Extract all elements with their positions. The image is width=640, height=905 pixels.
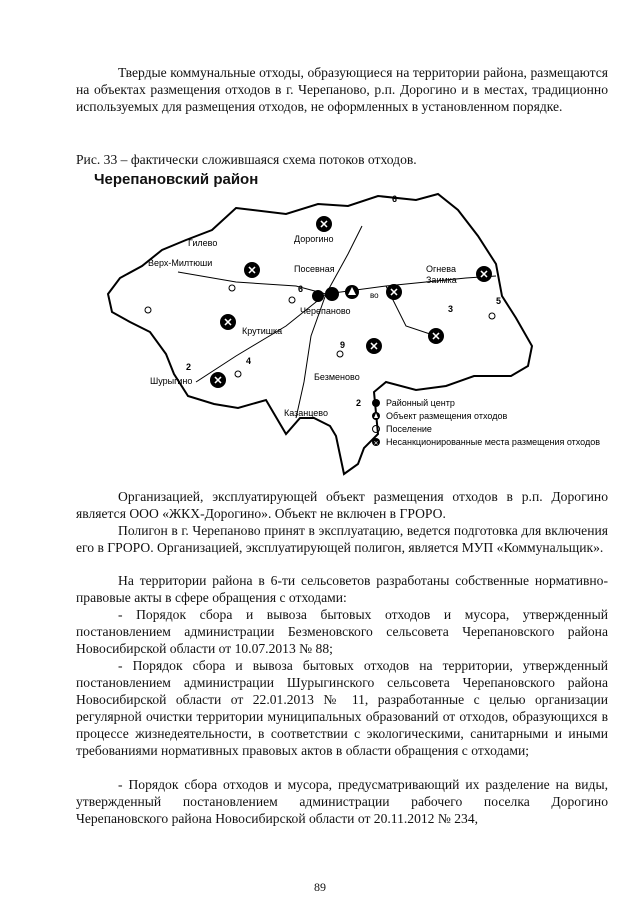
area-number: 2 (186, 362, 192, 372)
place-label-kazantsevo: Казанцево (284, 408, 328, 418)
settlement-icon (145, 307, 151, 313)
area-number: 5 (496, 296, 502, 306)
svg-text:✕: ✕ (369, 341, 379, 353)
area-number: 6 (298, 284, 304, 294)
figure-caption: Рис. 33 – фактически сложившаяся схема потоков отходов. (76, 152, 417, 167)
landfill-paragraph: Полигон в г. Черепаново принят в эксплуатацию, ведется подготовка для включения его в ГРОРО. Организацией, эксплуатирующей полигон, является МУП «Коммунальщик». (76, 523, 608, 555)
place-label-bezmenovo: Безменово (314, 372, 360, 382)
place-label-ogneva: Огнева (426, 264, 456, 274)
act-bezmenovo-paragraph: - Порядок сбора и вывоза бытовых отходов и мусора, утвержденный постановлением администрации Безменовского сельсовета Черепановского района Новосибирской области от 10.07.2013 № 88; (76, 607, 608, 656)
svg-text:✕: ✕ (223, 317, 233, 329)
svg-text:✕: ✕ (213, 375, 223, 387)
svg-text:✕: ✕ (247, 265, 257, 277)
act-shurygino-paragraph: - Порядок сбора и вывоза бытовых отходов на территории, утвержденный постановлением администрации Шурыгинского сельсовета Черепановского района Новосибирской области от 22.01.2013 № 11, разработанные с целью организации регулярной очистки территории муниципальных образований от отходов, образующихся в процессе жизнедеятельности, в соответствии с экологическими, санитарными и иными требованиями нормативных правовых актов в области обращения с отходами; (76, 658, 608, 758)
dump-site-icon (476, 266, 492, 282)
place-label-shurygino: Шурыгино (150, 376, 193, 386)
place-label-gilevo: Гилево (188, 238, 218, 248)
area-number: 4 (246, 356, 252, 366)
dump-site-icon (366, 338, 382, 354)
legend-district-center-icon (372, 399, 380, 407)
dump-site-icon (386, 284, 402, 300)
legend-district-center: Районный центр (386, 398, 455, 408)
area-number: 3 (448, 304, 454, 314)
settlement-icon (489, 313, 495, 319)
act-dorogino-paragraph: - Порядок сбора отходов и мусора, предусматривающий их разделение на виды, утвержденный постановлением администрации рабочего поселка Дорогино Черепановского района Новосибирской области от 20.11.2012 № 234, (76, 777, 608, 826)
area-number: 9 (340, 340, 346, 350)
area-number: 2 (356, 398, 362, 408)
dump-site-icon (428, 328, 444, 344)
district-map (86, 186, 601, 476)
district-center-icon (325, 287, 339, 301)
settlement-icon (229, 285, 235, 291)
acts-intro-paragraph: На территории района в 6-ти сельсоветов разработаны собственные нормативно-правовые акты в сфере обращения с отходами: (76, 573, 608, 605)
place-label-dorogino: Дорогино (294, 234, 334, 244)
dump-site-icon (244, 262, 260, 278)
legend-landfill: Объект размещения отходов (386, 411, 508, 421)
svg-text:✕: ✕ (373, 441, 379, 447)
place-label-posevnaya: Посевная (294, 264, 335, 274)
place-label-verkh-mil: Верх-Милтюши (148, 258, 213, 268)
settlement-icon (289, 297, 295, 303)
operator-paragraph: Организацией, эксплуатирующей объект размещения отходов в р.п. Дорогино является ООО «ЖКХ-Дорогино». Объект не включен в ГРОРО. (76, 489, 608, 521)
settlement-icon (337, 351, 343, 357)
place-label-krutishka: Крутишка (242, 326, 283, 336)
page-number: 89 (314, 880, 326, 894)
svg-text:✕: ✕ (479, 269, 489, 281)
district-center-icon (312, 290, 324, 302)
svg-text:✕: ✕ (431, 331, 441, 343)
legend-dump-site-text: Несанкционированные места размещения отходов (386, 437, 601, 447)
legend-dump-site (386, 437, 600, 447)
area-number: 6 (392, 194, 398, 204)
map-title: Черепановский район (94, 171, 259, 188)
landfill-icon (345, 285, 359, 299)
legend-settlement: Поселение (386, 424, 432, 434)
place-label-cherepanovo: Черепаново (300, 306, 351, 316)
dump-site-icon (220, 314, 236, 330)
place-label-vo: во (370, 291, 379, 300)
legend-dump-site-icon (372, 438, 380, 447)
settlement-icon (235, 371, 241, 377)
intro-paragraph: Твердые коммунальные отходы, образующиеся на территории района, размещаются на объектах размещения отходов в г. Черепаново, р.п. Дорогино и в местах, традиционно используемых для размещения отходов, не оформленных в установленном порядке. (76, 65, 608, 114)
place-label-zaimka: Заимка (426, 275, 457, 285)
dump-site-icon (316, 216, 332, 232)
svg-text:✕: ✕ (319, 219, 329, 231)
legend-landfill-icon (372, 412, 380, 420)
svg-text:✕: ✕ (389, 287, 399, 299)
dump-site-icon (210, 372, 226, 388)
